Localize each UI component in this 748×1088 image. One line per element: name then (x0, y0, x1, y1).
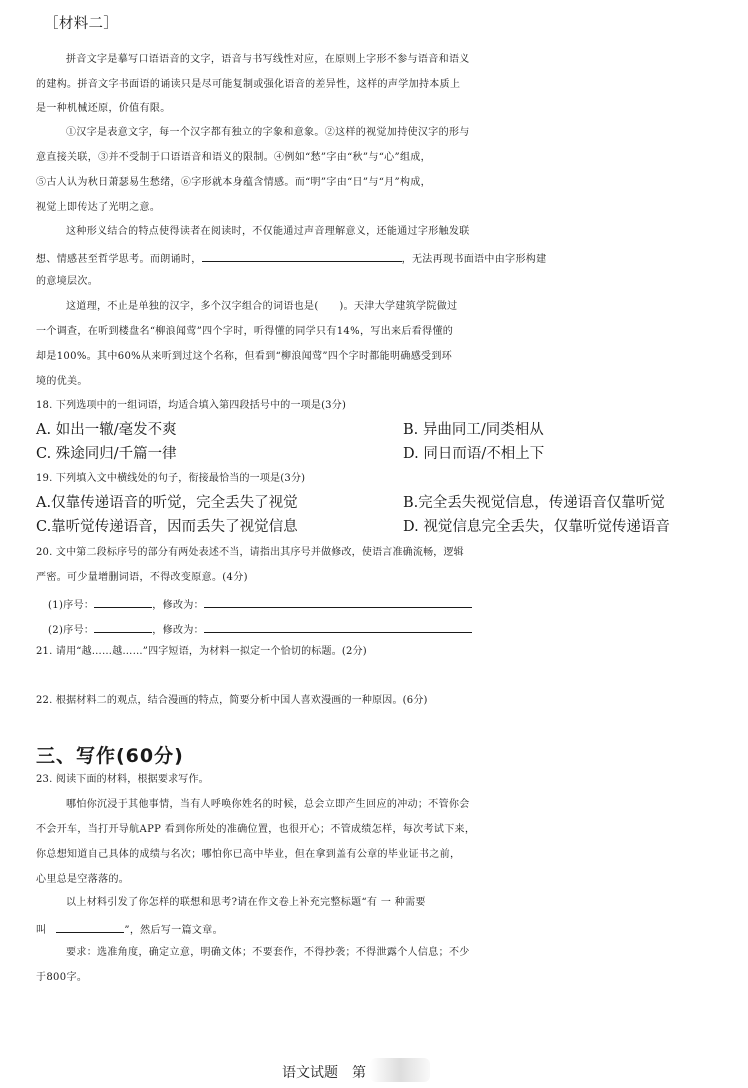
page-footer: 语文试题 第 (282, 1065, 366, 1081)
p2-line-3: ⑤古人认为秋日萧瑟易生愁绪，⑥字形就本身蕴含情感。而“明”字由“日”与“月”构成， (36, 177, 432, 188)
p4-line-1: 这道理，不止是单独的汉字，多个汉字组合的词语也是( )。天津大学建筑学院做过 (66, 301, 458, 312)
q23-p2-line-2: 叫 ”，然后写一篇文章。 (0, 918, 748, 941)
p1-line-3: 是一种机械还原，价值有限。 (36, 103, 171, 114)
q18-option-a: A. 如出一辙/毫发不爽 (36, 422, 177, 438)
p2-line-2: 意直接关联，③并不受制于口语语音和语义的限制。④例如“愁”字由“秋”与“心”组成， (36, 152, 432, 163)
answer-blank (94, 618, 152, 633)
q18-option-c: C. 殊途同归/千篇一律 (36, 446, 177, 462)
q22: 22. 根据材料二的观点，结合漫画的特点，简要分析中国人喜欢漫画的一种原因。(6分) (36, 695, 428, 706)
material-label: ［材料二］ (44, 16, 119, 32)
fill-blank (202, 247, 402, 262)
p3-line-2: 想、情感甚至哲学思考。而朗诵时， ，无法再现书面语中由字形构建 (0, 247, 748, 270)
q19-option-d: D. 视觉信息完全丢失，仅靠听觉传递语音 (403, 519, 670, 535)
section-heading: 三、写作(60分) (36, 745, 184, 767)
q20-stem-2: 严密。可少量增删词语，不得改变原意。(4分) (36, 572, 248, 583)
q20-stem-1: 20. 文中第二段标序号的部分有两处表述不当，请指出其序号并做修改，使语言准确流畅，逻辑 (36, 547, 464, 558)
q21: 21. 请用“越……越……”四字短语，为材料一拟定一个恰切的标题。(2分) (36, 646, 367, 657)
answer-blank (204, 618, 472, 633)
p4-line-4: 境的优美。 (36, 376, 88, 387)
p3-line-3: 的意境层次。 (36, 276, 99, 287)
q18-option-b: B. 异曲同工/同类相从 (403, 422, 544, 438)
q23-p1-line-1: 哪怕你沉浸于其他事情，当有人呼唤你姓名的时候，总会立即产生回应的冲动；不管你会 (66, 799, 470, 810)
q23-p1-line-4: 心里总是空落落的。 (36, 874, 130, 885)
q19-option-c: C.靠听觉传递语音，因而丢失了视觉信息 (36, 519, 298, 535)
q19-option-b: B.完全丢失视觉信息，传递语音仅靠听觉 (403, 495, 665, 511)
p3-line-1: 这种形义结合的特点使得读者在阅读时，不仅能通过声音理解意义，还能通过字形触发联 (66, 226, 470, 237)
p1-line-1: 拼音文字是摹写口语语音的文字，语音与书写线性对应，在原则上字形不参与语音和语义 (66, 54, 470, 65)
q23-req-line-1: 要求：选准角度，确定立意，明确文体；不要套作，不得抄袭；不得泄露个人信息；不少 (66, 947, 470, 958)
q20-item-1: (1)序号： ，修改为： (0, 593, 748, 616)
p2-line-4: 视觉上即传达了光明之意。 (36, 202, 161, 213)
answer-blank (94, 593, 152, 608)
q23-p1-line-2: 不会开车，当打开导航APP 看到你所处的准确位置，也很开心；不管成绩怎样，每次考试下来， (36, 824, 476, 835)
q18-stem: 18. 下列选项中的一组词语，均适合填入第四段括号中的一项是(3分) (36, 400, 347, 411)
q23-stem: 23. 阅读下面的材料，根据要求写作。 (36, 774, 209, 785)
q19-option-a: A.仅靠传递语音的听觉，完全丢失了视觉 (36, 495, 298, 511)
answer-blank (204, 593, 472, 608)
p4-line-3: 却是100%。其中60%从来听到过这个名称，但看到“柳浪闻莺”四个字时都能明确感受到环 (36, 351, 453, 362)
p1-line-2: 的建构。拼音文字书面语的诵读只是尽可能复制或强化语音的差异性，这样的声学加持本质上 (36, 79, 461, 90)
q23-p1-line-3: 你总想知道自己具体的成绩与名次；哪怕你已高中毕业，但在拿到盖有公章的毕业证书之前， (36, 849, 461, 860)
q23-p2-line-1: 以上材料引发了你怎样的联想和思考?请在作文卷上补充完整标题“有 一 种需要 (66, 897, 426, 908)
title-blank (56, 918, 124, 933)
p2-line-1: ①汉字是表意文字，每一个汉字都有独立的字象和意象。②这样的视觉加持使汉字的形与 (66, 127, 470, 138)
p4-line-2: 一个调查，在听到楼盘名“柳浪闻莺”四个字时，听得懂的同学只有14%，写出来后看得懂的 (36, 326, 454, 337)
scan-smudge (370, 1058, 430, 1082)
q19-stem: 19. 下列填入文中横线处的句子，衔接最恰当的一项是(3分) (36, 473, 306, 484)
q20-item-2: (2)序号： ，修改为： (0, 618, 748, 641)
q18-option-d: D. 同日而语/不相上下 (403, 446, 545, 462)
q23-req-line-2: 于800字。 (36, 972, 88, 983)
